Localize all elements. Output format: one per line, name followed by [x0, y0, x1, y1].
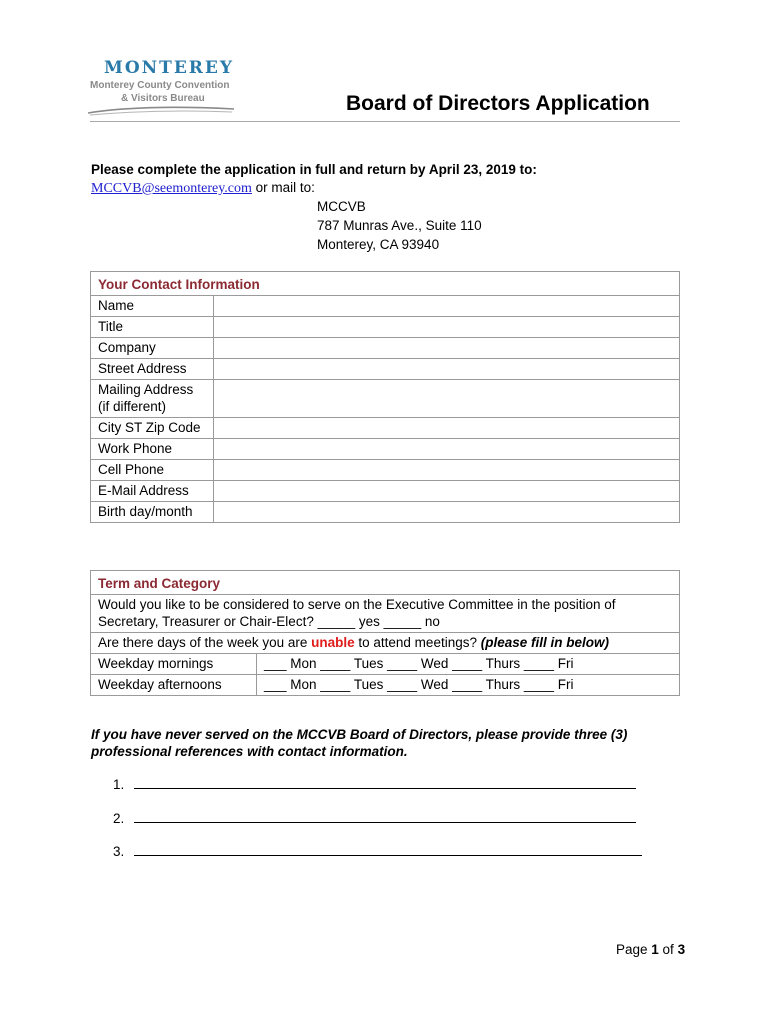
work-phone-field[interactable] — [214, 439, 680, 460]
address-line-3: Monterey, CA 93940 — [317, 237, 440, 252]
table-row — [91, 296, 680, 317]
reference-item — [113, 811, 124, 826]
or-mail-text: or mail to: — [251, 180, 315, 195]
email-link[interactable]: MCCVB@seemonterey.com — [91, 181, 252, 196]
weekday-mornings-label: Weekday mornings — [91, 654, 257, 675]
field-label-email: E-Mail Address — [91, 481, 214, 502]
instructions-heading: Please complete the application in full and return by April 23, 2019 to: — [91, 162, 537, 177]
reference-number: 3. — [113, 844, 125, 859]
field-label-name: Name — [91, 296, 214, 317]
title-divider — [90, 121, 680, 122]
street-address-field[interactable] — [214, 359, 680, 380]
table-row — [91, 675, 680, 696]
executive-committee-question[interactable]: Would you like to be considered to serve on the Executive Committee in the position of Secretary, Treasurer or Chair-Elect? _____ yes _____ no — [91, 595, 680, 633]
cell-phone-field[interactable] — [214, 460, 680, 481]
field-label-city-st-zip: City ST Zip Code — [91, 418, 214, 439]
table-row — [91, 359, 680, 380]
page-current: 1 — [651, 942, 659, 957]
field-label-company: Company — [91, 338, 214, 359]
field-label-work-phone: Work Phone — [91, 439, 214, 460]
field-label-mailing-address: Mailing Address (if different) — [91, 380, 214, 418]
title-field[interactable] — [214, 317, 680, 338]
weekday-afternoons-label: Weekday afternoons — [91, 675, 257, 696]
table-row — [91, 502, 680, 523]
term-category-table — [90, 570, 680, 696]
contact-info-table — [90, 271, 680, 523]
unavailable-days-question — [91, 633, 680, 654]
logo-subtitle-line2: & Visitors Bureau — [121, 93, 205, 104]
field-label-title: Title — [91, 317, 214, 338]
weekday-afternoons-days[interactable]: ___ Mon ____ Tues ____ Wed ____ Thurs ____ Fri — [257, 675, 680, 696]
email-line — [91, 180, 315, 197]
days-question-text-end: to attend meetings? — [354, 635, 481, 650]
email-field[interactable] — [214, 481, 680, 502]
birth-day-month-field[interactable] — [214, 502, 680, 523]
company-field[interactable] — [214, 338, 680, 359]
fill-in-note: (please fill in below) — [480, 635, 610, 650]
page-number — [616, 942, 685, 957]
reference-number: 2. — [113, 811, 125, 826]
document-title: Board of Directors Application — [346, 92, 650, 115]
address-line-2: 787 Munras Ave., Suite 110 — [317, 218, 482, 233]
reference-2-line[interactable] — [134, 822, 636, 823]
address-line-1: MCCVB — [317, 199, 366, 214]
term-section-header: Term and Category — [91, 571, 680, 595]
table-row — [91, 460, 680, 481]
logo-swoosh-icon — [86, 103, 236, 117]
reference-item — [113, 777, 124, 792]
logo-title: MONTEREY — [104, 58, 234, 78]
references-instructions: If you have never served on the MCCVB Board of Directors, please provide three (3) professional references with contact information. — [91, 727, 628, 759]
table-row — [91, 439, 680, 460]
table-row — [91, 481, 680, 502]
page-of: of — [658, 942, 678, 957]
field-label-street-address: Street Address — [91, 359, 214, 380]
field-label-birth-day-month: Birth day/month — [91, 502, 214, 523]
name-field[interactable] — [214, 296, 680, 317]
days-question-text: Are there days of the week you are — [98, 635, 312, 650]
table-row — [91, 654, 680, 675]
city-st-zip-field[interactable] — [214, 418, 680, 439]
table-row — [91, 418, 680, 439]
reference-1-line[interactable] — [134, 788, 636, 789]
unable-emphasis: unable — [311, 635, 355, 650]
reference-item — [113, 844, 124, 859]
field-label-cell-phone: Cell Phone — [91, 460, 214, 481]
page-prefix: Page — [616, 942, 652, 957]
logo-subtitle-line1: Monterey County Convention — [90, 80, 230, 91]
reference-number: 1. — [113, 777, 125, 792]
weekday-mornings-days[interactable]: ___ Mon ____ Tues ____ Wed ____ Thurs ____ Fri — [257, 654, 680, 675]
table-row — [91, 338, 680, 359]
contact-section-header: Your Contact Information — [91, 272, 680, 296]
page-total: 3 — [677, 942, 686, 957]
reference-3-line[interactable] — [134, 855, 642, 856]
mailing-address-field[interactable] — [214, 380, 680, 418]
table-row — [91, 380, 680, 418]
table-row — [91, 317, 680, 338]
